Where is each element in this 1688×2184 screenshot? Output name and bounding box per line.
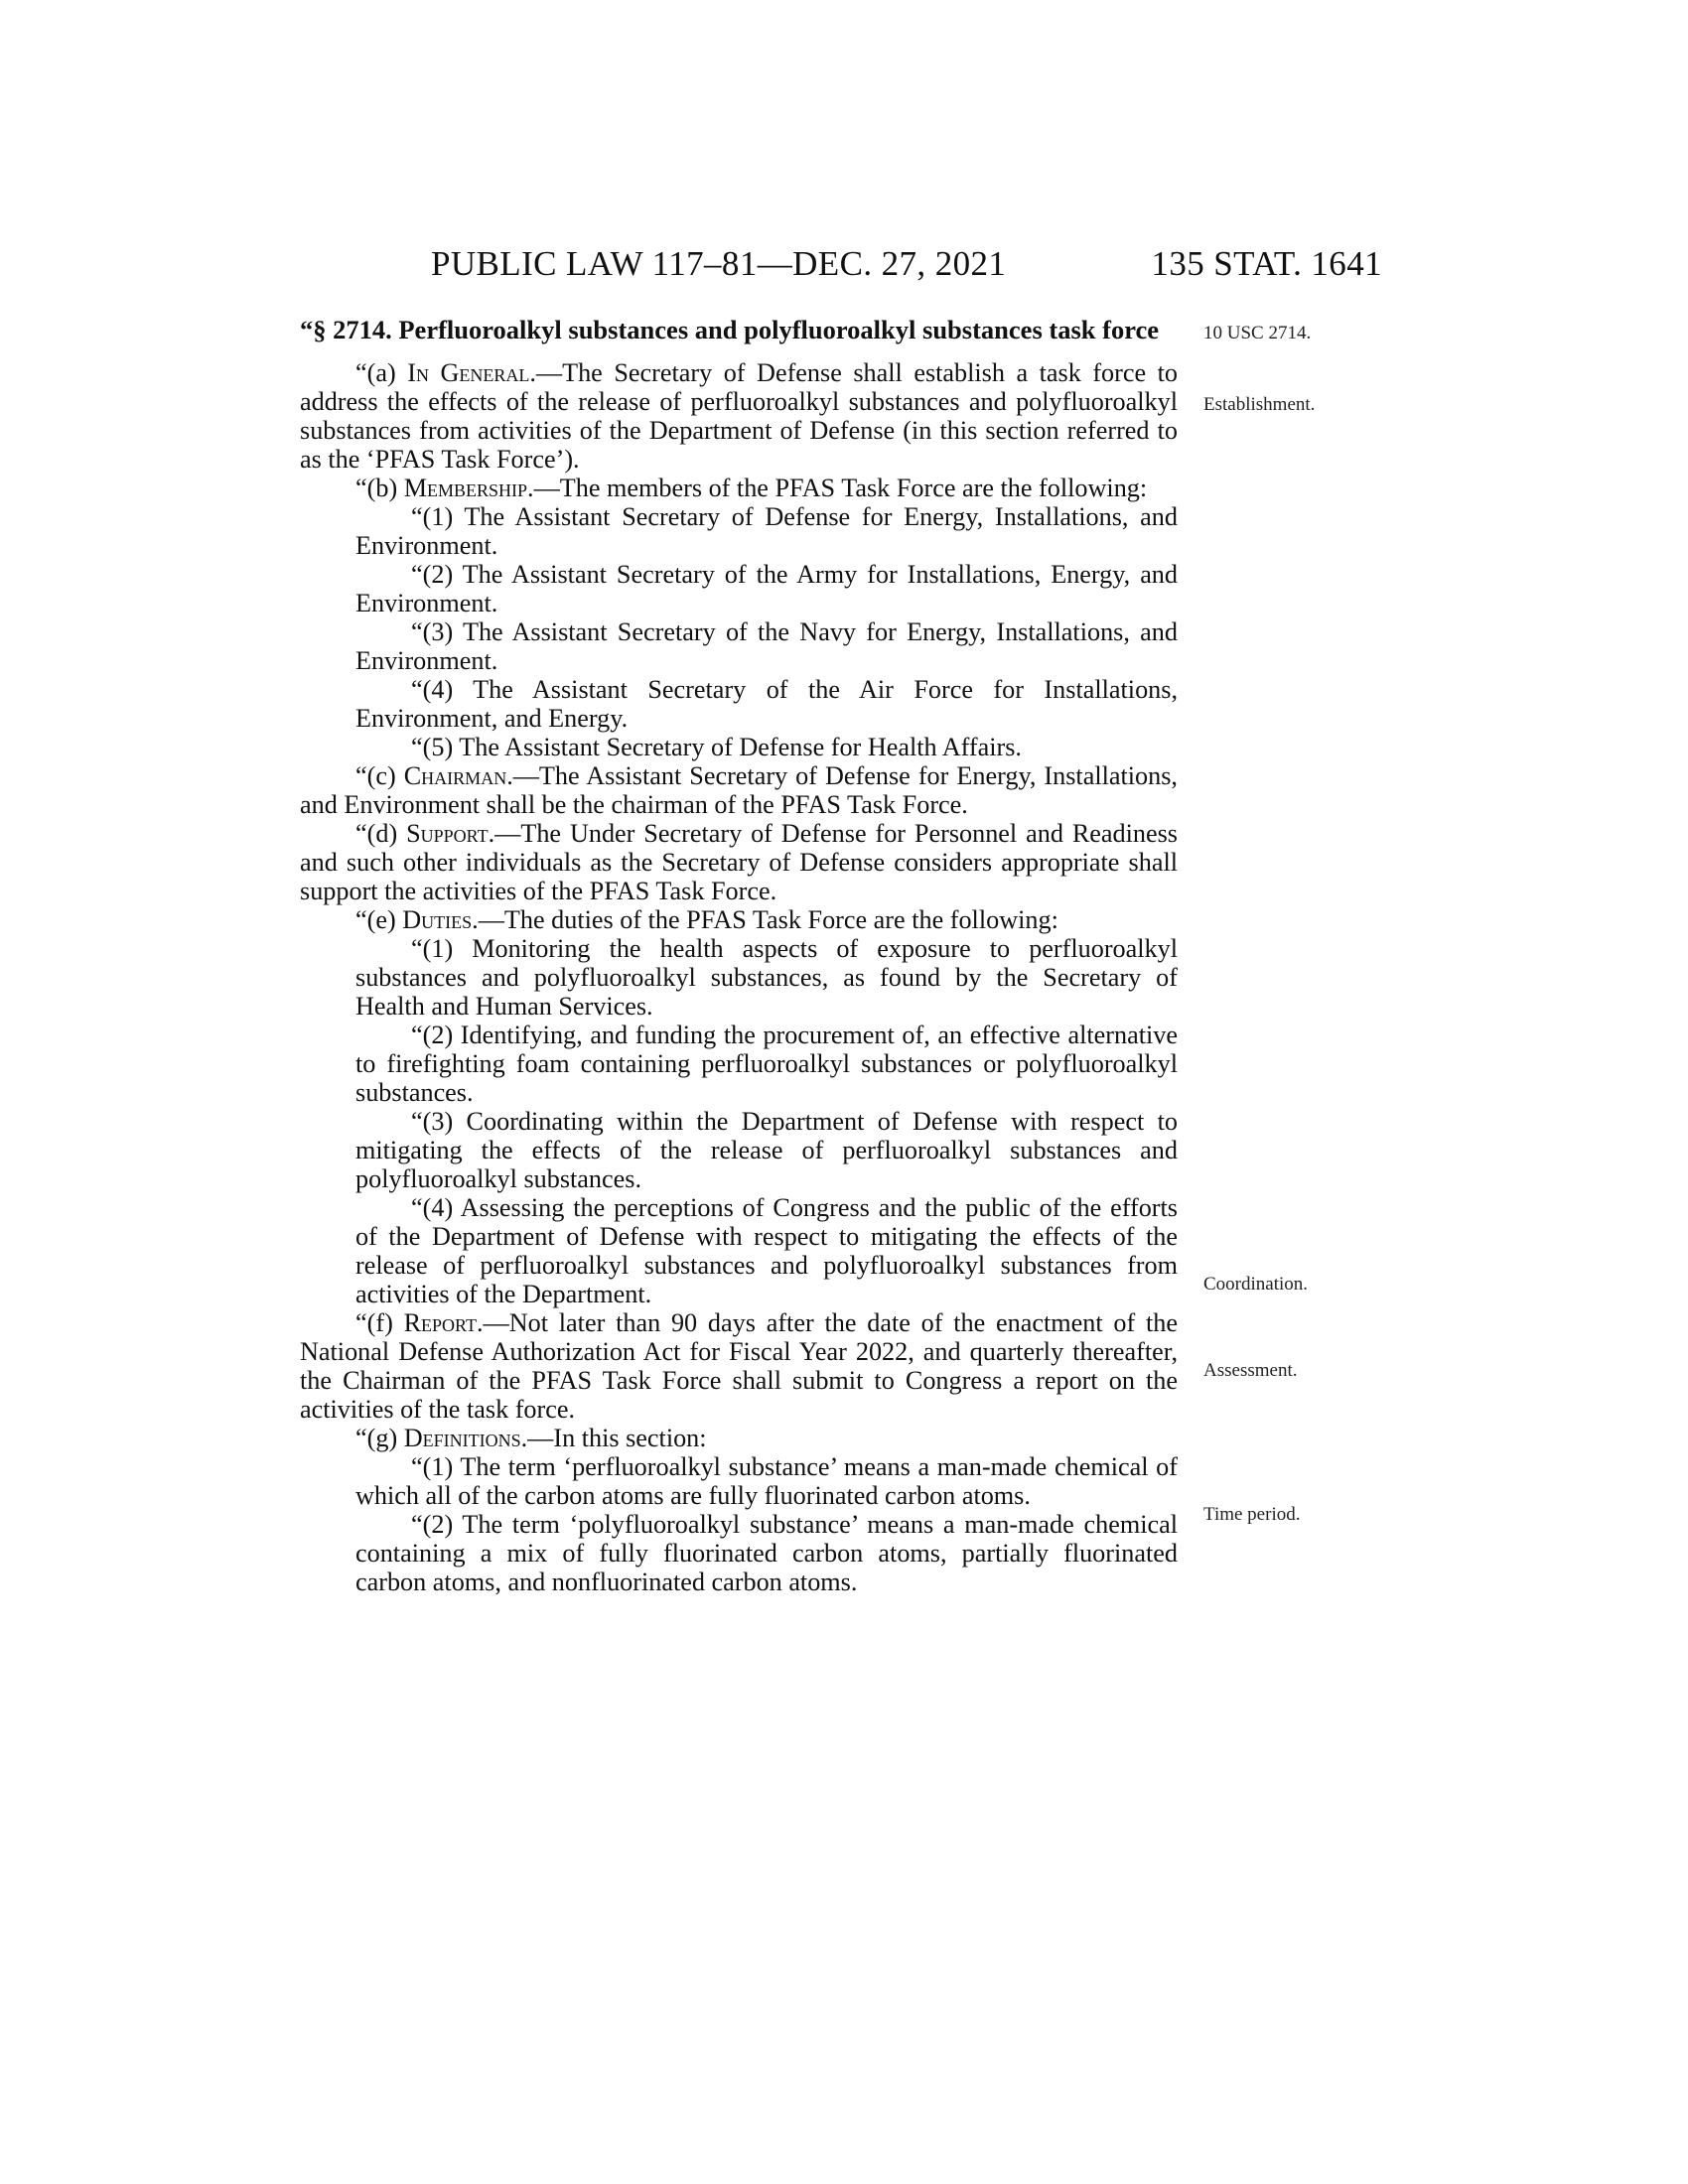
- subsection-a-label: “(a): [355, 358, 408, 387]
- subsection-a-text: .—The Secretary of Defense shall establish a task force to address the effects of the release of perfluoroalkyl substances and polyfluoroalkyl substances from activities of the Department of Defense (in this section referred to as the ‘PFAS Task Force’).: [300, 358, 1178, 474]
- margin-note-assessment: Assessment.: [1203, 1360, 1298, 1381]
- membership-item: “(5) The Assistant Secretary of Defense for Health Affairs.: [411, 733, 1022, 761]
- margin-note-establishment: Establishment.: [1203, 394, 1316, 415]
- margin-note-coordination: Coordination.: [1203, 1274, 1309, 1295]
- membership-item: “(1) The Assistant Secretary of Defense for Energy, Installations, and Environment.: [355, 502, 1178, 560]
- running-head-law: PUBLIC LAW 117–81—DEC. 27, 2021: [431, 244, 1007, 283]
- section-title: Perfluoroalkyl substances and polyfluoroalkyl substances task force: [398, 315, 1160, 344]
- subsection-b-label: “(b): [355, 474, 404, 502]
- membership-item: “(4) The Assistant Secretary of the Air Force for Installations, Environment, and Energy.: [355, 675, 1178, 733]
- subsection-g-caption: Definitions: [403, 1424, 521, 1452]
- margin-note-usc-citation: 10 USC 2714.: [1203, 323, 1312, 343]
- subsection-c: [300, 761, 1178, 819]
- subsection-b-caption: Membership: [403, 474, 528, 502]
- subsection-d-caption: Support: [406, 819, 489, 848]
- subsection-c-text: .—The Assistant Secretary of Defense for Energy, Installations, and Environment shall be the chairman of the PFAS Task Force.: [300, 761, 1178, 819]
- subsection-c-caption: Chairman: [403, 761, 507, 790]
- duty-item: “(1) Monitoring the health aspects of exposure to perfluoroalkyl substances and polyfluoroalkyl substances, as found by the Secretary of Health and Human Services.: [355, 934, 1178, 1021]
- margin-note-time-period: Time period.: [1203, 1504, 1301, 1525]
- definition-item: “(1) The term ‘perfluoroalkyl substance’ means a man-made chemical of which all of the carbon atoms are fully fluorinated carbon atoms.: [355, 1452, 1178, 1510]
- subsection-c-label: “(c): [355, 761, 404, 790]
- subsection-d-label: “(d): [355, 819, 407, 848]
- subsection-e: [300, 905, 1178, 934]
- section-heading: [300, 316, 1178, 344]
- definition-item: “(2) The term ‘polyfluoroalkyl substance’ means a man-made chemical containing a mix of fully fluorinated carbon atoms, partially fluorinated carbon atoms, and nonfluorinated carbon atoms.: [355, 1510, 1178, 1596]
- subsection-a-caption: In General: [407, 358, 530, 387]
- running-head-stat-page: 135 STAT. 1641: [1151, 244, 1382, 283]
- subsection-g-text: .—In this section:: [520, 1424, 707, 1452]
- subsection-b: [300, 474, 1178, 502]
- subsection-e-text: .—The duties of the PFAS Task Force are the following:: [472, 905, 1058, 934]
- duty-item: “(2) Identifying, and funding the procurement of, an effective alternative to firefighting foam containing perfluoroalkyl substances or polyfluoroalkyl substances.: [355, 1021, 1178, 1107]
- subsection-e-caption: Duties: [402, 905, 473, 934]
- membership-item: “(3) The Assistant Secretary of the Navy for Energy, Installations, and Environment.: [355, 617, 1178, 675]
- subsection-e-label: “(e): [355, 905, 403, 934]
- duty-item: “(3) Coordinating within the Department of Defense with respect to mitigating the effects of the release of perfluoroalkyl substances and polyfluoroalkyl substances.: [355, 1107, 1178, 1193]
- duty-item: “(4) Assessing the perceptions of Congress and the public of the efforts of the Department of Defense with respect to mitigating the effects of the release of perfluoroalkyl substances and polyfluoroalkyl substances from activities of the Department.: [355, 1193, 1178, 1308]
- section-number: “§ 2714.: [300, 315, 392, 344]
- page-header: [298, 244, 1382, 294]
- subsection-f-label: “(f): [355, 1308, 404, 1337]
- subsection-d: [300, 819, 1178, 905]
- subsection-a: [300, 358, 1178, 474]
- subsection-f-caption: Report: [403, 1308, 477, 1337]
- section-body: [300, 316, 1178, 1596]
- subsection-d-text: .—The Under Secretary of Defense for Personnel and Readiness and such other individuals as the Secretary of Defense considers appropriate shall support the activities of the PFAS Task Force.: [300, 819, 1178, 905]
- subsection-f-text: .—Not later than 90 days after the date of the enactment of the National Defense Authorization Act for Fiscal Year 2022, and quarterly thereafter, the Chairman of the PFAS Task Force shall submit to Congress a report on the activities of the task force.: [300, 1308, 1178, 1424]
- subsection-b-text: .—The members of the PFAS Task Force are the following:: [527, 474, 1148, 502]
- subsection-g: [300, 1424, 1178, 1452]
- subsection-g-label: “(g): [355, 1424, 404, 1452]
- subsection-f: [300, 1308, 1178, 1424]
- membership-item: “(2) The Assistant Secretary of the Army for Installations, Energy, and Environment.: [355, 560, 1178, 617]
